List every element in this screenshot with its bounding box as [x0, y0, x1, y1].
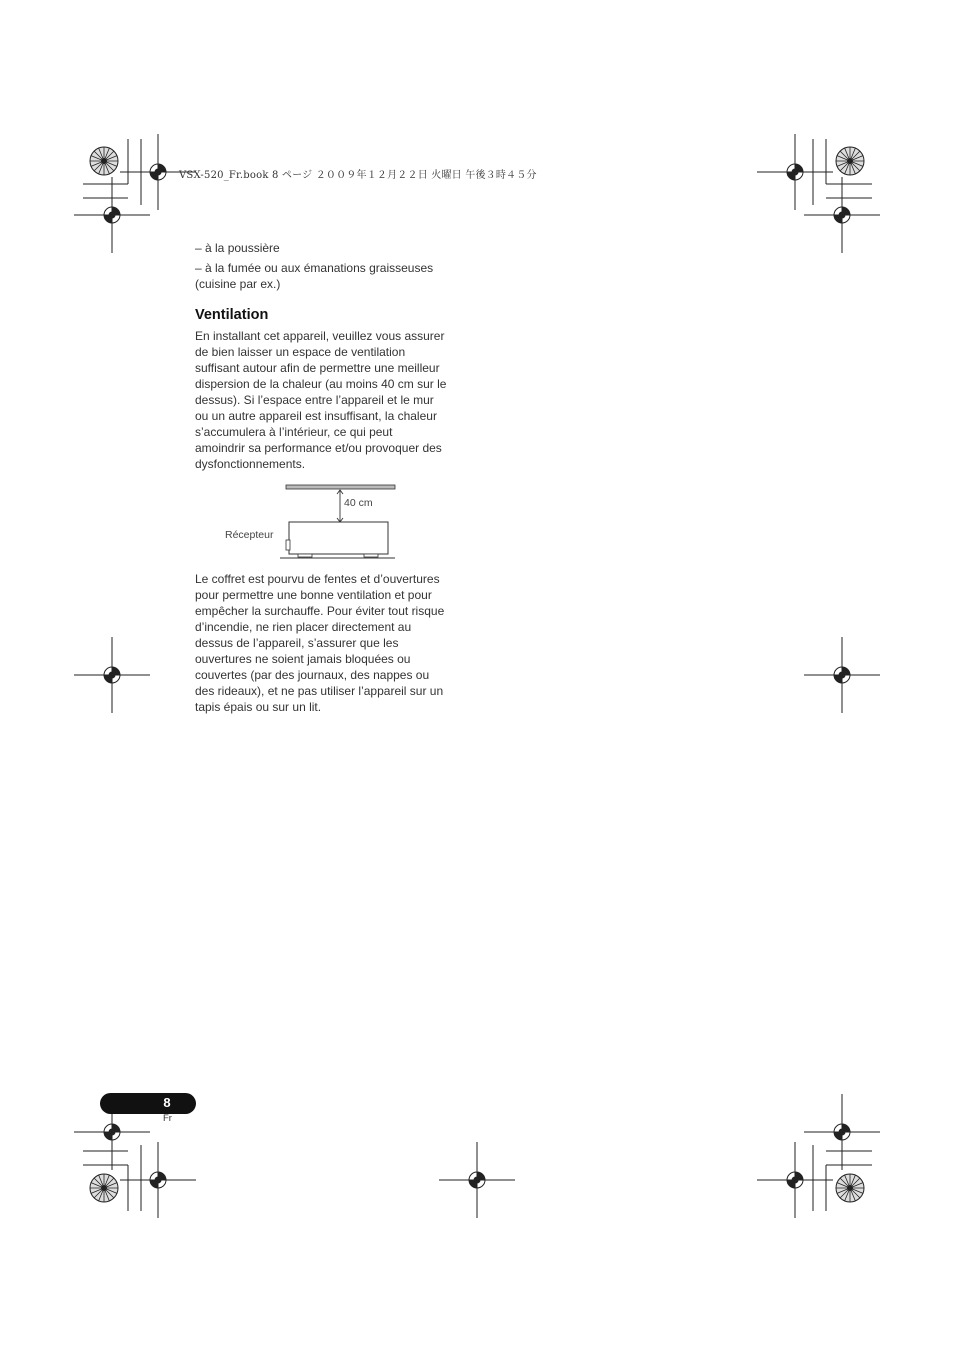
page-number: 8 [163, 1095, 171, 1110]
list-item-continuation: (cuisine par ex.) [195, 277, 281, 291]
receiver-foot [364, 554, 378, 557]
paragraph-line: empêcher la surchauffe. Pour éviter tout risque [195, 604, 445, 618]
receiver-label: Récepteur [225, 529, 274, 541]
paragraph-line: suffisant autour afin de permettre une meilleur [195, 361, 440, 375]
paragraph-line: pour permettre une bonne ventilation et pour [195, 588, 432, 602]
paragraph-line: de bien laisser un espace de ventilation [195, 345, 406, 359]
page-language: Fr [163, 1113, 172, 1124]
paragraph-line: d’incendie, ne rien placer directement au [195, 620, 412, 634]
shelf-above [286, 485, 395, 489]
receiver-foot [298, 554, 312, 557]
receiver-body [289, 522, 388, 554]
paragraph-line: dessus). Si l’espace entre l’appareil et le mur [195, 393, 434, 407]
paragraph-line: En installant cet appareil, veuillez vous assurer [195, 329, 445, 343]
paragraph-line: dispersion de la chaleur (au moins 40 cm sur le [195, 377, 447, 391]
paragraph-line: s’accumulera à l’intérieur, ce qui peut [195, 425, 393, 439]
paragraph-line: couvertes (par des journaux, des nappes ou [195, 668, 430, 682]
paragraph-line: des rideaux), et ne pas utiliser l’appareil sur un [195, 684, 444, 698]
section-title: Ventilation [195, 307, 269, 323]
list-item: – à la fumée ou aux émanations graisseuses [195, 261, 434, 275]
paragraph-line: amoindrir sa performance et/ou provoquer des [195, 441, 442, 455]
ventilation-diagram [280, 480, 400, 564]
paragraph-line: ouvertures ne soient jamais bloquées ou [195, 652, 411, 666]
enclosure-paragraph [195, 571, 475, 715]
paragraph-line: ou un autre appareil est insuffisant, la chaleur [195, 409, 437, 423]
paragraph-line: Le coffret est pourvu de fentes et d’ouvertures [195, 572, 440, 586]
paragraph-line: tapis épais ou sur un lit. [195, 700, 322, 714]
ventilation-paragraph [195, 328, 475, 472]
paragraph-line: dessus de l’appareil, s’assurer que les [195, 636, 399, 650]
distance-label: 40 cm [344, 497, 373, 509]
list-item: – à la poussière [195, 241, 280, 255]
paragraph-line: dysfonctionnements. [195, 457, 306, 471]
print-header: VSX-520_Fr.book 8 ページ ２００９年１２月２２日 火曜日 午後３時４５分 [179, 170, 537, 181]
